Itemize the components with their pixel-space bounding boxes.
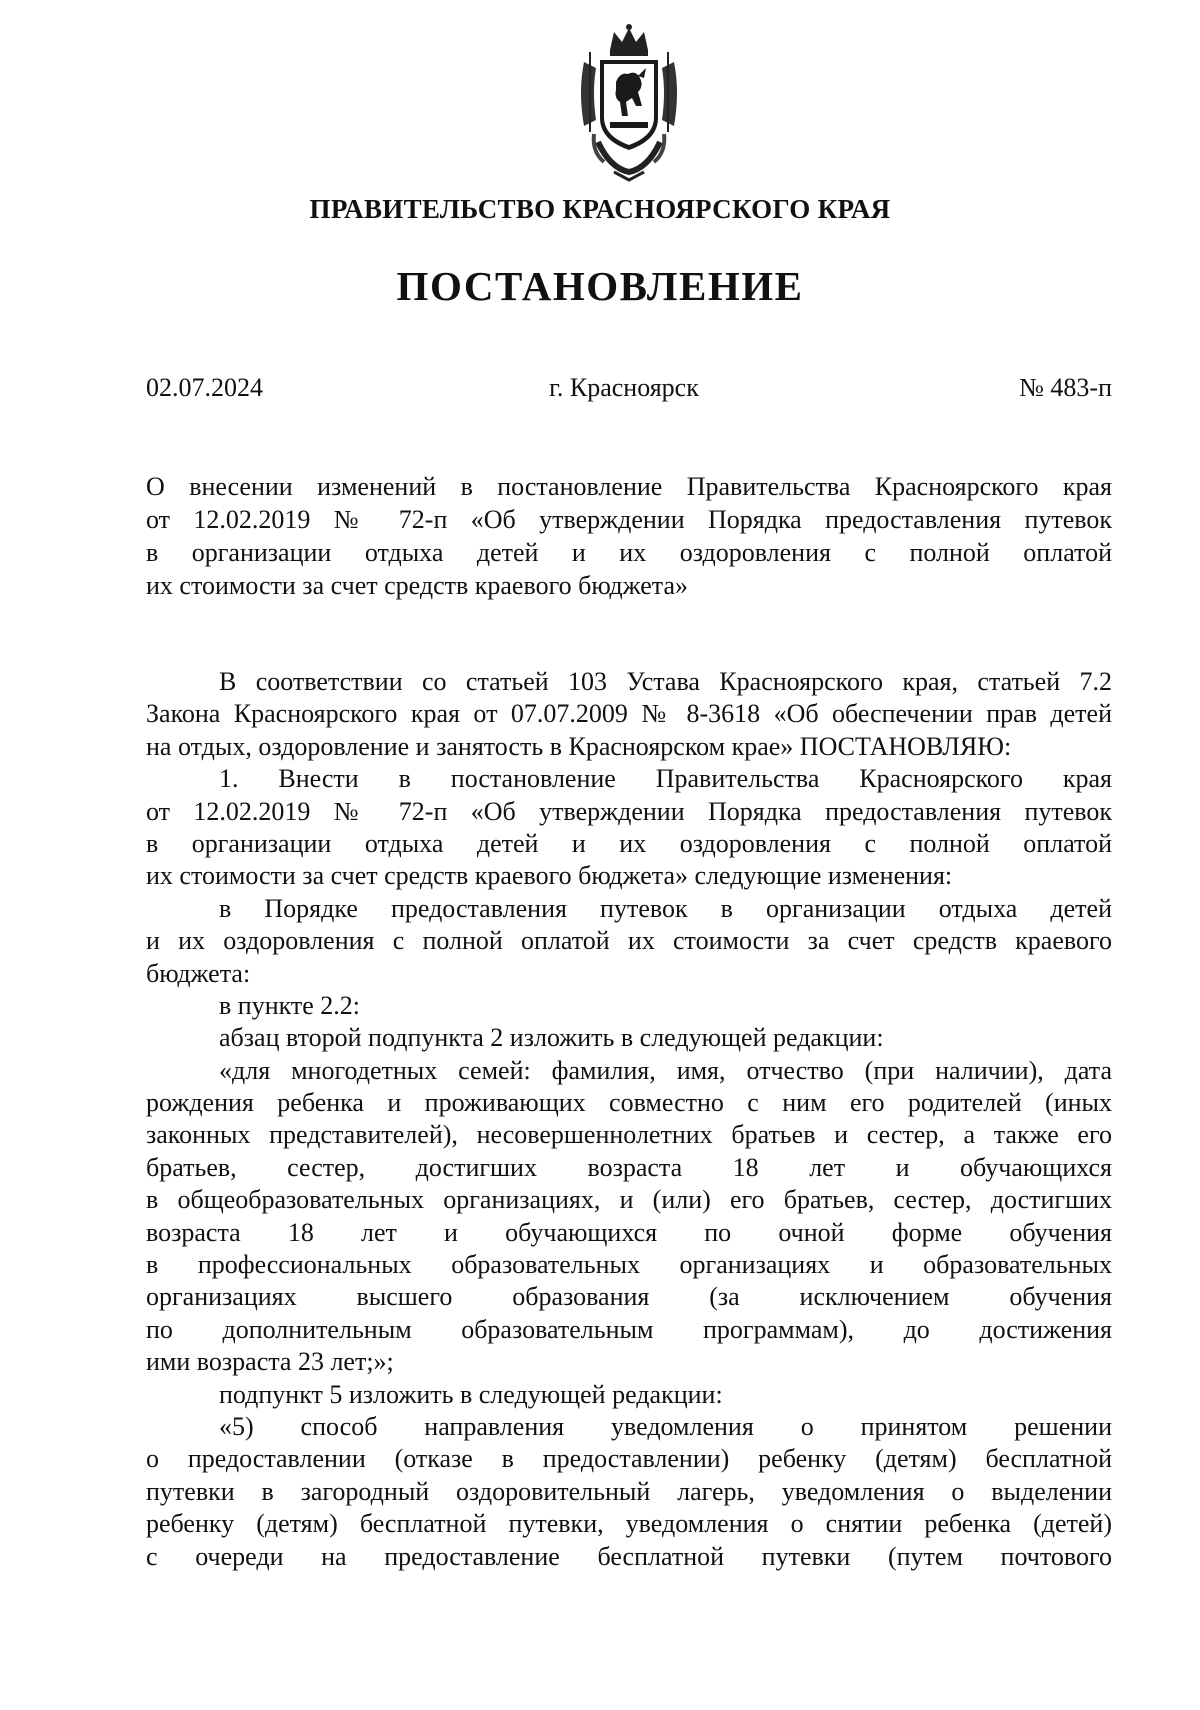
body-line: путевки в загородный оздоровительный лагерь, уведомления о выделении <box>146 1476 1112 1506</box>
document-meta-row <box>146 373 1112 407</box>
body-line: и их оздоровления с полной оплатой их стоимости за счет средств краевого <box>146 926 1112 956</box>
document-number: № 483-п <box>1019 373 1112 402</box>
body-line: от 12.02.2019 № 72-п «Об утверждении Порядка предоставления путевок <box>146 796 1112 826</box>
body-line: их стоимости за счет средств краевого бюджета» следующие изменения: <box>146 861 953 891</box>
body-line: «для многодетных семей: фамилия, имя, отчество (при наличии), дата <box>219 1055 1112 1085</box>
document-subject <box>146 470 1112 602</box>
body-line: «5) способ направления уведомления о принятом решении <box>219 1411 1112 1441</box>
body-line: в профессиональных образовательных организациях и образовательных <box>146 1250 1112 1280</box>
subject-line: от 12.02.2019 № 72-п «Об утверждении Порядка предоставления путевок <box>146 505 1112 534</box>
body-line: ребенку (детям) бесплатной путевки, уведомления о снятии ребенка (детей) <box>146 1509 1112 1539</box>
body-line: 1. Внести в постановление Правительства Красноярского края <box>219 764 1112 794</box>
document-body <box>146 666 1112 1573</box>
subject-line: О внесении изменений в постановление Правительства Красноярского края <box>146 472 1112 501</box>
body-line: организациях высшего образования (за исключением обучения <box>146 1282 1112 1312</box>
body-line: рождения ребенка и проживающих совместно с ним его родителей (иных <box>146 1088 1112 1118</box>
body-line: по дополнительным образовательным программам), до достижения <box>146 1314 1112 1344</box>
body-line: абзац второй подпункта 2 изложить в следующей редакции: <box>219 1023 884 1053</box>
body-line: ими возраста 23 лет;»; <box>146 1347 394 1377</box>
document-city: г. Красноярск <box>549 373 699 402</box>
document-date: 02.07.2024 <box>146 373 263 402</box>
subject-line: их стоимости за счет средств краевого бюджета» <box>146 571 689 600</box>
body-line: в Порядке предоставления путевок в организации отдыха детей <box>219 893 1112 923</box>
body-line: В соответствии со статьей 103 Устава Красноярского края, статьей 7.2 <box>219 667 1112 696</box>
body-line: братьев, сестер, достигших возраста 18 лет и обучающихся <box>146 1152 1112 1182</box>
body-line: Закона Красноярского края от 07.07.2009 № 8-3618 «Об обеспечении прав детей <box>146 699 1112 729</box>
coat-of-arms-emblem <box>570 22 688 182</box>
document-type-title: ПОСТАНОВЛЕНИЕ <box>396 263 804 309</box>
body-line: о предоставлении (отказе в предоставлении) ребенку (детям) бесплатной <box>146 1444 1112 1474</box>
body-line: подпункт 5 изложить в следующей редакции: <box>219 1379 723 1409</box>
organization-title: ПРАВИТЕЛЬСТВО КРАСНОЯРСКОГО КРАЯ <box>309 194 891 224</box>
body-line: законных представителей), несовершеннолетних братьев и сестер, а также его <box>146 1120 1112 1150</box>
body-line: бюджета: <box>146 958 251 988</box>
body-line: возраста 18 лет и обучающихся по очной форме обучения <box>146 1217 1112 1247</box>
body-line: на отдых, оздоровление и занятость в Красноярском крае» ПОСТАНОВЛЯЮ: <box>146 731 1012 761</box>
body-line: в общеобразовательных организациях, и (или) его братьев, сестер, достигших <box>146 1185 1112 1215</box>
subject-line: в организации отдыха детей и их оздоровления с полной оплатой <box>146 538 1112 567</box>
body-line: в организации отдыха детей и их оздоровления с полной оплатой <box>146 828 1112 858</box>
body-line: в пункте 2.2: <box>219 990 361 1020</box>
body-line: с очереди на предоставление бесплатной путевки (путем почтового <box>146 1541 1112 1571</box>
